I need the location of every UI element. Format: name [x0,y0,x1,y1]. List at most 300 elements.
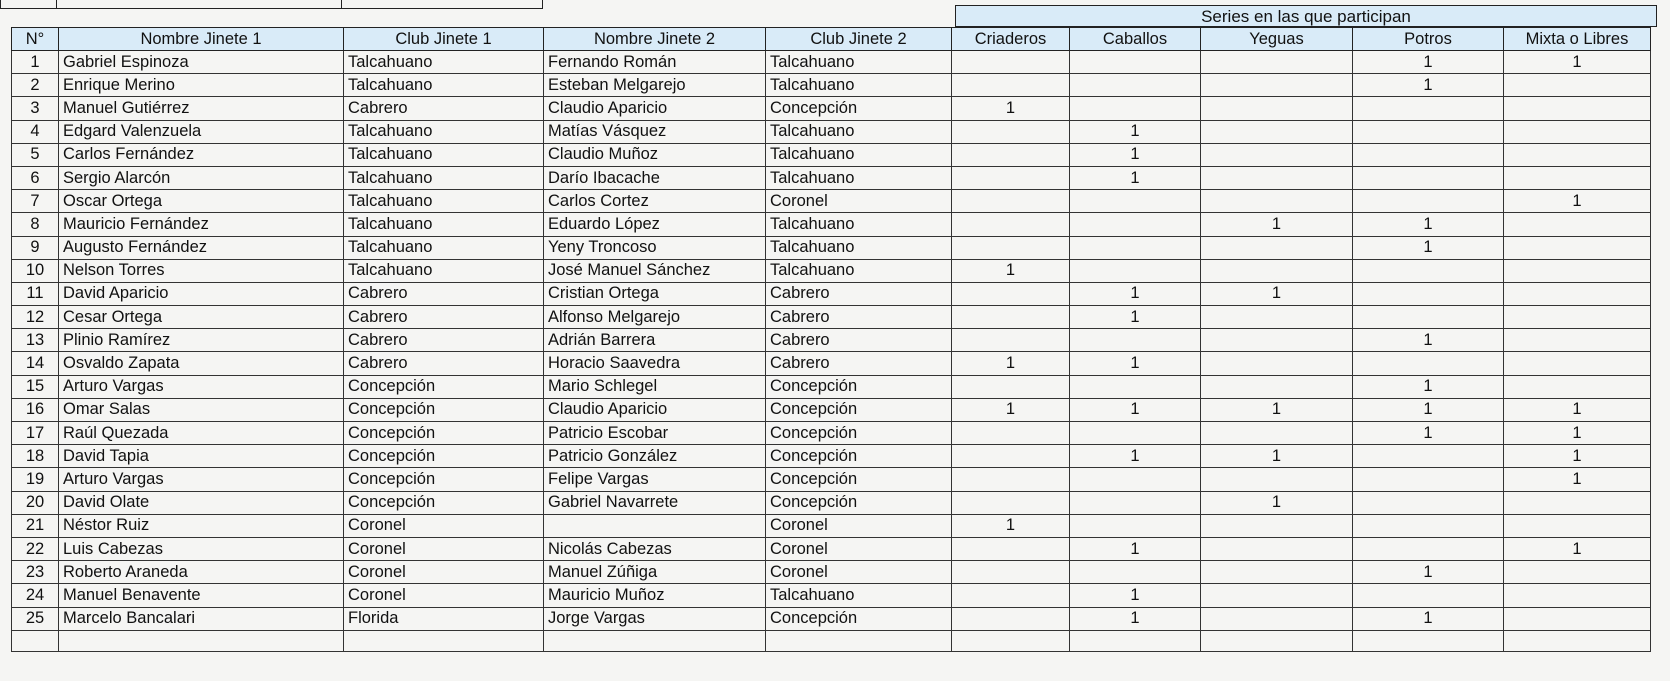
row-number: 4 [12,120,59,143]
rider2-name: Horacio Saavedra [544,352,766,375]
table-row [12,561,1651,584]
potros-mark [1353,282,1504,305]
column-header-number: N° [12,28,59,51]
table-row [12,445,1651,468]
rider2-name: Claudio Aparicio [544,398,766,421]
rider1-club: Talcahuano [344,166,544,189]
table-row [12,259,1651,282]
rider1-name: Arturo Vargas [59,468,344,491]
criaderos-mark [952,422,1070,445]
yeguas-mark [1201,143,1353,166]
column-header-rider2-club: Club Jinete 2 [766,28,952,51]
table-row [12,514,1651,537]
column-header-rider2-name: Nombre Jinete 2 [544,28,766,51]
rider1-club: Cabrero [344,329,544,352]
row-number: 18 [12,445,59,468]
rider1-name: Arturo Vargas [59,375,344,398]
potros-mark [1353,120,1504,143]
rider2-name: José Manuel Sánchez [544,259,766,282]
row-number: 14 [12,352,59,375]
row-number: 16 [12,398,59,421]
mixta-mark: 1 [1504,51,1651,74]
rider2-club: Talcahuano [766,51,952,74]
potros-mark: 1 [1353,236,1504,259]
potros-mark: 1 [1353,213,1504,236]
rider1-club: Talcahuano [344,190,544,213]
mixta-mark: 1 [1504,190,1651,213]
criaderos-mark [952,306,1070,329]
top-row-fragment [0,0,543,9]
potros-mark [1353,584,1504,607]
mixta-mark: 1 [1504,468,1651,491]
rider2-name: Gabriel Navarrete [544,491,766,514]
rider2-club: Cabrero [766,352,952,375]
rider1-name: Raúl Quezada [59,422,344,445]
empty-cell [544,630,766,651]
criaderos-mark: 1 [952,97,1070,120]
table-row [12,398,1651,421]
criaderos-mark [952,166,1070,189]
potros-mark [1353,190,1504,213]
rider1-name: Néstor Ruiz [59,514,344,537]
rider1-name: Manuel Gutiérrez [59,97,344,120]
yeguas-mark [1201,97,1353,120]
caballos-mark [1070,190,1201,213]
yeguas-mark [1201,120,1353,143]
table-row [12,282,1651,305]
row-number: 22 [12,537,59,560]
mixta-mark [1504,561,1651,584]
table-row [12,352,1651,375]
criaderos-mark [952,120,1070,143]
rider2-name: Matías Vásquez [544,120,766,143]
criaderos-mark [952,51,1070,74]
row-number: 5 [12,143,59,166]
rider2-name [544,514,766,537]
rider1-name: David Olate [59,491,344,514]
potros-mark [1353,143,1504,166]
table-row [12,375,1651,398]
mixta-mark [1504,306,1651,329]
rider2-name: Yeny Troncoso [544,236,766,259]
potros-mark: 1 [1353,561,1504,584]
row-number: 15 [12,375,59,398]
mixta-mark [1504,143,1651,166]
potros-mark: 1 [1353,422,1504,445]
row-number: 11 [12,282,59,305]
row-number: 10 [12,259,59,282]
caballos-mark: 1 [1070,166,1201,189]
potros-mark [1353,166,1504,189]
rider1-club: Talcahuano [344,236,544,259]
mixta-mark [1504,491,1651,514]
row-number: 7 [12,190,59,213]
caballos-mark [1070,97,1201,120]
caballos-mark [1070,468,1201,491]
criaderos-mark: 1 [952,352,1070,375]
yeguas-mark [1201,422,1353,445]
mixta-mark [1504,584,1651,607]
mixta-mark [1504,375,1651,398]
criaderos-mark [952,561,1070,584]
table-row [12,422,1651,445]
row-number: 19 [12,468,59,491]
criaderos-mark [952,329,1070,352]
yeguas-mark [1201,375,1353,398]
criaderos-mark [952,236,1070,259]
mixta-mark [1504,282,1651,305]
row-number: 6 [12,166,59,189]
rider1-name: Roberto Araneda [59,561,344,584]
row-number: 9 [12,236,59,259]
mixta-mark [1504,97,1651,120]
caballos-mark: 1 [1070,537,1201,560]
rider2-name: Felipe Vargas [544,468,766,491]
table-row [12,306,1651,329]
caballos-mark [1070,236,1201,259]
rider2-club: Talcahuano [766,166,952,189]
rider2-name: Mauricio Muñoz [544,584,766,607]
rider1-name: Manuel Benavente [59,584,344,607]
rider1-club: Talcahuano [344,74,544,97]
mixta-mark [1504,120,1651,143]
rider1-club: Coronel [344,561,544,584]
series-header: Series en las que participan [955,5,1657,27]
rider1-name: Gabriel Espinoza [59,51,344,74]
rider2-club: Concepción [766,445,952,468]
column-header-rider1-name: Nombre Jinete 1 [59,28,344,51]
yeguas-mark [1201,352,1353,375]
rider1-name: Marcelo Bancalari [59,607,344,630]
rider2-club: Talcahuano [766,143,952,166]
rider2-club: Talcahuano [766,74,952,97]
rider1-club: Concepción [344,491,544,514]
caballos-mark: 1 [1070,120,1201,143]
potros-mark [1353,537,1504,560]
criaderos-mark [952,468,1070,491]
row-number: 24 [12,584,59,607]
criaderos-mark [952,584,1070,607]
rider2-name: Darío Ibacache [544,166,766,189]
table-row [12,190,1651,213]
table-row [12,329,1651,352]
potros-mark: 1 [1353,74,1504,97]
rider1-name: Omar Salas [59,398,344,421]
rider2-name: Claudio Muñoz [544,143,766,166]
row-number: 8 [12,213,59,236]
rider1-club: Talcahuano [344,51,544,74]
mixta-mark [1504,74,1651,97]
table-row [12,143,1651,166]
caballos-mark: 1 [1070,143,1201,166]
empty-cell [766,630,952,651]
rider1-club: Concepción [344,375,544,398]
potros-mark [1353,514,1504,537]
criaderos-mark [952,74,1070,97]
column-header-mixta: Mixta o Libres [1504,28,1651,51]
caballos-mark [1070,375,1201,398]
yeguas-mark [1201,584,1353,607]
caballos-mark [1070,514,1201,537]
rider2-name: Jorge Vargas [544,607,766,630]
rider1-club: Coronel [344,537,544,560]
potros-mark [1353,306,1504,329]
yeguas-mark: 1 [1201,491,1353,514]
mixta-mark [1504,259,1651,282]
row-number: 20 [12,491,59,514]
row-number: 3 [12,97,59,120]
mixta-mark [1504,607,1651,630]
rider1-name: Cesar Ortega [59,306,344,329]
potros-mark: 1 [1353,329,1504,352]
participants-table [11,27,1651,652]
rider2-name: Cristian Ortega [544,282,766,305]
column-header-criaderos: Criaderos [952,28,1070,51]
yeguas-mark [1201,468,1353,491]
rider2-club: Concepción [766,607,952,630]
criaderos-mark [952,143,1070,166]
rider2-name: Patricio Escobar [544,422,766,445]
table-row [12,236,1651,259]
table-row [12,491,1651,514]
yeguas-mark [1201,306,1353,329]
table-row [12,468,1651,491]
criaderos-mark [952,282,1070,305]
yeguas-mark [1201,514,1353,537]
rider2-name: Nicolás Cabezas [544,537,766,560]
potros-mark: 1 [1353,375,1504,398]
caballos-mark [1070,259,1201,282]
mixta-mark: 1 [1504,537,1651,560]
rider2-club: Talcahuano [766,120,952,143]
potros-mark [1353,445,1504,468]
caballos-mark: 1 [1070,306,1201,329]
caballos-mark: 1 [1070,584,1201,607]
rider2-name: Fernando Román [544,51,766,74]
rider1-name: Oscar Ortega [59,190,344,213]
rider2-club: Concepción [766,375,952,398]
criaderos-mark [952,190,1070,213]
rider1-name: Plinio Ramírez [59,329,344,352]
rider1-name: Edgard Valenzuela [59,120,344,143]
rider2-club: Concepción [766,422,952,445]
caballos-mark: 1 [1070,352,1201,375]
criaderos-mark: 1 [952,398,1070,421]
rider1-name: Nelson Torres [59,259,344,282]
yeguas-mark: 1 [1201,213,1353,236]
yeguas-mark [1201,236,1353,259]
rider1-name: David Aparicio [59,282,344,305]
empty-cell [1201,630,1353,651]
table-row [12,607,1651,630]
potros-mark [1353,259,1504,282]
rider1-club: Concepción [344,398,544,421]
potros-mark: 1 [1353,607,1504,630]
rider2-name: Carlos Cortez [544,190,766,213]
yeguas-mark: 1 [1201,398,1353,421]
rider1-club: Talcahuano [344,120,544,143]
table-row [12,97,1651,120]
rider2-club: Talcahuano [766,213,952,236]
potros-mark [1353,352,1504,375]
rider2-club: Concepción [766,468,952,491]
criaderos-mark [952,213,1070,236]
rider1-club: Talcahuano [344,213,544,236]
rider2-name: Adrián Barrera [544,329,766,352]
rider1-club: Cabrero [344,306,544,329]
rider2-name: Mario Schlegel [544,375,766,398]
rider2-club: Coronel [766,537,952,560]
caballos-mark [1070,74,1201,97]
mixta-mark: 1 [1504,445,1651,468]
potros-mark [1353,491,1504,514]
yeguas-mark: 1 [1201,282,1353,305]
potros-mark: 1 [1353,398,1504,421]
rider2-name: Manuel Zúñiga [544,561,766,584]
row-number: 23 [12,561,59,584]
rider1-club: Coronel [344,584,544,607]
row-number: 2 [12,74,59,97]
criaderos-mark: 1 [952,514,1070,537]
yeguas-mark [1201,190,1353,213]
table-row [12,166,1651,189]
caballos-mark: 1 [1070,445,1201,468]
caballos-mark [1070,561,1201,584]
empty-cell [12,630,59,651]
rider1-club: Talcahuano [344,259,544,282]
rider1-club: Coronel [344,514,544,537]
rider1-name: Osvaldo Zapata [59,352,344,375]
rider2-club: Cabrero [766,282,952,305]
rider2-club: Coronel [766,190,952,213]
criaderos-mark [952,491,1070,514]
rider2-name: Eduardo López [544,213,766,236]
mixta-mark: 1 [1504,398,1651,421]
rider2-name: Esteban Melgarejo [544,74,766,97]
caballos-mark: 1 [1070,398,1201,421]
rider2-club: Concepción [766,398,952,421]
header-row [12,28,1651,51]
yeguas-mark [1201,259,1353,282]
table-row [12,51,1651,74]
rider1-name: Sergio Alarcón [59,166,344,189]
rider2-club: Concepción [766,491,952,514]
yeguas-mark [1201,329,1353,352]
empty-cell [1504,630,1651,651]
rider1-club: Concepción [344,468,544,491]
caballos-mark: 1 [1070,282,1201,305]
rider2-club: Talcahuano [766,236,952,259]
rider2-club: Cabrero [766,329,952,352]
caballos-mark [1070,213,1201,236]
rider2-name: Patricio González [544,445,766,468]
yeguas-mark [1201,561,1353,584]
mixta-mark [1504,514,1651,537]
rider1-club: Talcahuano [344,143,544,166]
rider1-name: Carlos Fernández [59,143,344,166]
empty-cell [1070,630,1201,651]
rider2-club: Coronel [766,514,952,537]
yeguas-mark [1201,537,1353,560]
empty-cell [344,630,544,651]
empty-cell [952,630,1070,651]
rider1-name: Augusto Fernández [59,236,344,259]
row-number: 21 [12,514,59,537]
rider1-club: Florida [344,607,544,630]
row-number: 25 [12,607,59,630]
yeguas-mark [1201,166,1353,189]
table-row [12,213,1651,236]
row-number: 1 [12,51,59,74]
criaderos-mark [952,607,1070,630]
caballos-mark [1070,51,1201,74]
table-row [12,584,1651,607]
empty-cell [59,630,344,651]
rider1-name: Luis Cabezas [59,537,344,560]
rider2-club: Cabrero [766,306,952,329]
table-row [12,74,1651,97]
rider2-name: Claudio Aparicio [544,97,766,120]
empty-row [12,630,1651,651]
caballos-mark [1070,329,1201,352]
mixta-mark [1504,166,1651,189]
yeguas-mark [1201,74,1353,97]
rider1-club: Cabrero [344,97,544,120]
rider2-club: Concepción [766,97,952,120]
mixta-mark [1504,236,1651,259]
table-row [12,537,1651,560]
mixta-mark [1504,213,1651,236]
potros-mark [1353,468,1504,491]
yeguas-mark [1201,607,1353,630]
criaderos-mark: 1 [952,259,1070,282]
yeguas-mark [1201,51,1353,74]
rider2-club: Talcahuano [766,584,952,607]
rider1-name: Enrique Merino [59,74,344,97]
rider1-name: Mauricio Fernández [59,213,344,236]
potros-mark [1353,97,1504,120]
caballos-mark [1070,422,1201,445]
mixta-mark [1504,352,1651,375]
rider1-club: Cabrero [344,282,544,305]
caballos-mark [1070,491,1201,514]
row-number: 13 [12,329,59,352]
criaderos-mark [952,445,1070,468]
mixta-mark [1504,329,1651,352]
potros-mark: 1 [1353,51,1504,74]
empty-cell [1353,630,1504,651]
criaderos-mark [952,537,1070,560]
rider2-club: Coronel [766,561,952,584]
rider1-name: David Tapia [59,445,344,468]
table-row [12,120,1651,143]
rider1-club: Cabrero [344,352,544,375]
rider1-club: Concepción [344,445,544,468]
criaderos-mark [952,375,1070,398]
yeguas-mark: 1 [1201,445,1353,468]
rider2-name: Alfonso Melgarejo [544,306,766,329]
row-number: 12 [12,306,59,329]
caballos-mark: 1 [1070,607,1201,630]
column-header-yeguas: Yeguas [1201,28,1353,51]
column-header-potros: Potros [1353,28,1504,51]
mixta-mark: 1 [1504,422,1651,445]
column-header-rider1-club: Club Jinete 1 [344,28,544,51]
column-header-caballos: Caballos [1070,28,1201,51]
row-number: 17 [12,422,59,445]
rider1-club: Concepción [344,422,544,445]
rider2-club: Talcahuano [766,259,952,282]
